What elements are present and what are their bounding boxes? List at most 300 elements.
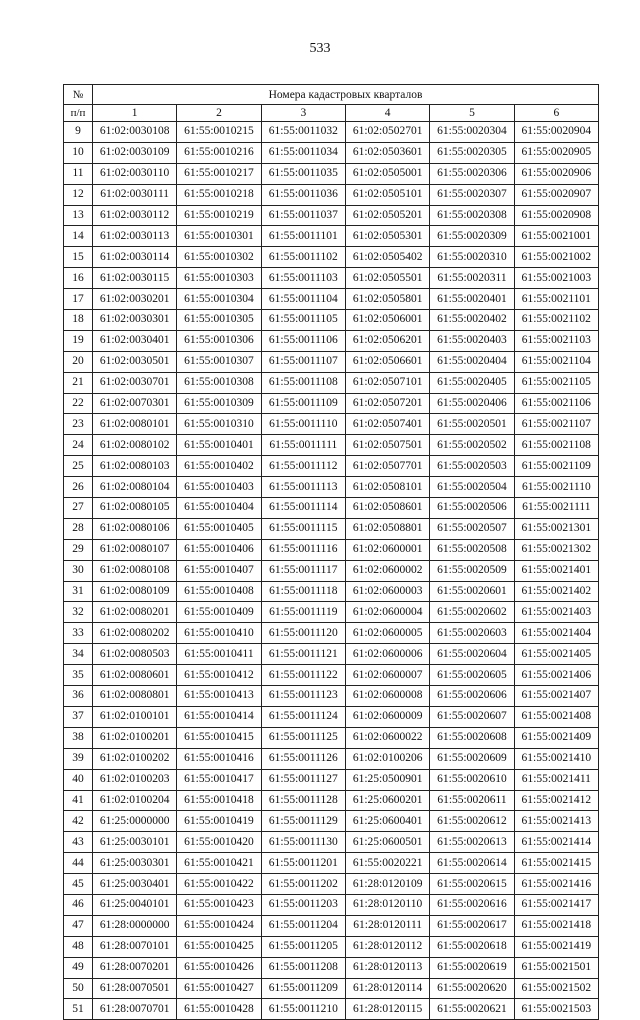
cadastral-number-cell: 61:55:0020618	[430, 936, 514, 957]
table-row	[64, 790, 599, 811]
cadastral-number-cell: 61:28:0120111	[345, 915, 429, 936]
table-row	[64, 686, 599, 707]
table-row	[64, 268, 599, 289]
cadastral-number-cell: 61:55:0020506	[430, 498, 514, 519]
cadastral-number-cell: 61:28:0120114	[345, 978, 429, 999]
cadastral-number-cell: 61:55:0010217	[177, 163, 261, 184]
cadastral-number-cell: 61:55:0021001	[514, 226, 598, 247]
row-number: 40	[64, 769, 93, 790]
cadastral-number-cell: 61:55:0010303	[177, 268, 261, 289]
cadastral-number-cell: 61:55:0010428	[177, 999, 261, 1020]
table-row	[64, 999, 599, 1020]
table-row	[64, 811, 599, 832]
table-row	[64, 853, 599, 874]
cadastral-number-cell: 61:28:0120113	[345, 957, 429, 978]
cadastral-number-cell: 61:55:0020605	[430, 665, 514, 686]
cadastral-number-cell: 61:55:0020607	[430, 706, 514, 727]
cadastral-number-cell: 61:02:0100203	[93, 769, 177, 790]
cadastral-number-cell: 61:02:0080601	[93, 665, 177, 686]
table-row	[64, 456, 599, 477]
cadastral-number-cell: 61:55:0011101	[261, 226, 345, 247]
cadastral-number-cell: 61:55:0020310	[430, 247, 514, 268]
cadastral-number-cell: 61:55:0010408	[177, 581, 261, 602]
cadastral-number-cell: 61:28:0070701	[93, 999, 177, 1020]
cadastral-number-cell: 61:25:0030101	[93, 832, 177, 853]
cadastral-number-cell: 61:55:0011106	[261, 330, 345, 351]
table-row	[64, 226, 599, 247]
cadastral-number-cell: 61:02:0080105	[93, 498, 177, 519]
cadastral-number-cell: 61:55:0020306	[430, 163, 514, 184]
cadastral-number-cell: 61:55:0010419	[177, 811, 261, 832]
cadastral-number-cell: 61:55:0010414	[177, 706, 261, 727]
cadastral-number-cell: 61:55:0020603	[430, 623, 514, 644]
cadastral-number-cell: 61:02:0080104	[93, 477, 177, 498]
row-number: 9	[64, 122, 93, 143]
row-number: 43	[64, 832, 93, 853]
cadastral-number-cell: 61:55:0021104	[514, 351, 598, 372]
cadastral-number-cell: 61:55:0011120	[261, 623, 345, 644]
cadastral-number-cell: 61:55:0020507	[430, 518, 514, 539]
cadastral-number-cell: 61:02:0030701	[93, 372, 177, 393]
cadastral-number-cell: 61:55:0020616	[430, 894, 514, 915]
cadastral-number-cell: 61:02:0030109	[93, 142, 177, 163]
cadastral-number-cell: 61:55:0020501	[430, 414, 514, 435]
cadastral-number-cell: 61:55:0021403	[514, 602, 598, 623]
cadastral-number-cell: 61:55:0010415	[177, 727, 261, 748]
cadastral-number-cell: 61:55:0011115	[261, 518, 345, 539]
cadastral-number-cell: 61:02:0100101	[93, 706, 177, 727]
cadastral-number-cell: 61:02:0503601	[345, 142, 429, 163]
cadastral-number-cell: 61:55:0010306	[177, 330, 261, 351]
cadastral-number-cell: 61:02:0030113	[93, 226, 177, 247]
table-row	[64, 289, 599, 310]
cadastral-number-cell: 61:55:0011035	[261, 163, 345, 184]
cadastral-number-cell: 61:55:0011128	[261, 790, 345, 811]
cadastral-number-cell: 61:55:0011032	[261, 122, 345, 143]
table-body	[64, 122, 599, 1020]
cadastral-number-cell: 61:02:0080106	[93, 518, 177, 539]
cadastral-number-cell: 61:55:0020504	[430, 477, 514, 498]
column-header-2: 2	[177, 105, 261, 122]
cadastral-number-cell: 61:55:0021503	[514, 999, 598, 1020]
cadastral-number-cell: 61:02:0600009	[345, 706, 429, 727]
cadastral-number-cell: 61:55:0021411	[514, 769, 598, 790]
cadastral-number-cell: 61:55:0010420	[177, 832, 261, 853]
cadastral-number-cell: 61:55:0020611	[430, 790, 514, 811]
cadastral-number-cell: 61:55:0011114	[261, 498, 345, 519]
row-number: 41	[64, 790, 93, 811]
table-row	[64, 832, 599, 853]
cadastral-number-cell: 61:55:0021404	[514, 623, 598, 644]
header-num-top: №	[64, 85, 93, 105]
row-number: 38	[64, 727, 93, 748]
cadastral-number-cell: 61:55:0020601	[430, 581, 514, 602]
cadastral-number-cell: 61:02:0100204	[93, 790, 177, 811]
cadastral-number-cell: 61:55:0010304	[177, 289, 261, 310]
cadastral-number-cell: 61:55:0021406	[514, 665, 598, 686]
cadastral-number-cell: 61:02:0505001	[345, 163, 429, 184]
table-row	[64, 142, 599, 163]
cadastral-number-cell: 61:25:0600201	[345, 790, 429, 811]
table-row	[64, 560, 599, 581]
row-number: 20	[64, 351, 93, 372]
table-row	[64, 936, 599, 957]
cadastral-number-cell: 61:25:0000000	[93, 811, 177, 832]
cadastral-number-cell: 61:55:0021110	[514, 477, 598, 498]
row-number: 27	[64, 498, 93, 519]
cadastral-number-cell: 61:55:0011110	[261, 414, 345, 435]
table-row	[64, 748, 599, 769]
table-row	[64, 581, 599, 602]
cadastral-number-cell: 61:55:0021302	[514, 539, 598, 560]
cadastral-number-cell: 61:55:0020612	[430, 811, 514, 832]
cadastral-number-cell: 61:02:0080503	[93, 644, 177, 665]
cadastral-number-cell: 61:55:0020311	[430, 268, 514, 289]
row-number: 45	[64, 874, 93, 895]
cadastral-number-cell: 61:55:0020307	[430, 184, 514, 205]
table-row	[64, 310, 599, 331]
table-row	[64, 727, 599, 748]
cadastral-number-cell: 61:55:0011127	[261, 769, 345, 790]
table-row	[64, 769, 599, 790]
row-number: 37	[64, 706, 93, 727]
cadastral-number-cell: 61:02:0080201	[93, 602, 177, 623]
cadastral-number-cell: 61:02:0070301	[93, 393, 177, 414]
row-number: 15	[64, 247, 93, 268]
cadastral-number-cell: 61:55:0011111	[261, 435, 345, 456]
cadastral-number-cell: 61:28:0120115	[345, 999, 429, 1020]
cadastral-number-cell: 61:02:0505402	[345, 247, 429, 268]
header-row-top	[64, 85, 599, 105]
cadastral-number-cell: 61:55:0020308	[430, 205, 514, 226]
cadastral-number-cell: 61:55:0011130	[261, 832, 345, 853]
cadastral-number-cell: 61:55:0020610	[430, 769, 514, 790]
cadastral-number-cell: 61:55:0010309	[177, 393, 261, 414]
table-row	[64, 518, 599, 539]
cadastral-number-cell: 61:55:0011204	[261, 915, 345, 936]
cadastral-number-cell: 61:55:0010305	[177, 310, 261, 331]
cadastral-number-cell: 61:02:0507101	[345, 372, 429, 393]
row-number: 44	[64, 853, 93, 874]
row-number: 39	[64, 748, 93, 769]
cadastral-number-cell: 61:55:0010302	[177, 247, 261, 268]
cadastral-number-cell: 61:55:0011129	[261, 811, 345, 832]
cadastral-number-cell: 61:02:0507201	[345, 393, 429, 414]
row-number: 49	[64, 957, 93, 978]
cadastral-number-cell: 61:55:0020404	[430, 351, 514, 372]
cadastral-number-cell: 61:55:0021416	[514, 874, 598, 895]
row-number: 48	[64, 936, 93, 957]
cadastral-number-cell: 61:55:0011109	[261, 393, 345, 414]
cadastral-number-cell: 61:55:0011121	[261, 644, 345, 665]
cadastral-number-cell: 61:02:0502701	[345, 122, 429, 143]
cadastral-number-cell: 61:02:0080202	[93, 623, 177, 644]
cadastral-number-cell: 61:55:0020604	[430, 644, 514, 665]
cadastral-number-cell: 61:55:0020904	[514, 122, 598, 143]
cadastral-number-cell: 61:55:0010216	[177, 142, 261, 163]
table-row	[64, 122, 599, 143]
cadastral-number-cell: 61:55:0010422	[177, 874, 261, 895]
row-number: 17	[64, 289, 93, 310]
cadastral-number-cell: 61:55:0010218	[177, 184, 261, 205]
cadastral-number-cell: 61:55:0011126	[261, 748, 345, 769]
cadastral-number-cell: 61:28:0120109	[345, 874, 429, 895]
table-row	[64, 915, 599, 936]
cadastral-number-cell: 61:55:0021408	[514, 706, 598, 727]
cadastral-number-cell: 61:55:0020906	[514, 163, 598, 184]
cadastral-number-cell: 61:55:0020602	[430, 602, 514, 623]
cadastral-number-cell: 61:55:0021402	[514, 581, 598, 602]
cadastral-number-cell: 61:55:0020305	[430, 142, 514, 163]
cadastral-number-cell: 61:28:0070501	[93, 978, 177, 999]
header-group-title: Номера кадастровых кварталов	[93, 85, 599, 105]
cadastral-number-cell: 61:55:0011103	[261, 268, 345, 289]
cadastral-number-cell: 61:02:0080103	[93, 456, 177, 477]
cadastral-number-cell: 61:55:0010411	[177, 644, 261, 665]
cadastral-number-cell: 61:55:0021412	[514, 790, 598, 811]
table-row	[64, 706, 599, 727]
cadastral-number-cell: 61:55:0020609	[430, 748, 514, 769]
cadastral-number-cell: 61:55:0020617	[430, 915, 514, 936]
cadastral-number-cell: 61:55:0011124	[261, 706, 345, 727]
cadastral-number-cell: 61:55:0010409	[177, 602, 261, 623]
cadastral-number-cell: 61:02:0600003	[345, 581, 429, 602]
table-row	[64, 978, 599, 999]
row-number: 22	[64, 393, 93, 414]
cadastral-number-cell: 61:55:0020620	[430, 978, 514, 999]
row-number: 42	[64, 811, 93, 832]
table-row	[64, 539, 599, 560]
column-header-1: 1	[93, 105, 177, 122]
cadastral-number-cell: 61:55:0010416	[177, 748, 261, 769]
cadastral-number-cell: 61:55:0021405	[514, 644, 598, 665]
table-row	[64, 393, 599, 414]
cadastral-number-cell: 61:25:0600501	[345, 832, 429, 853]
table-row	[64, 372, 599, 393]
cadastral-number-cell: 61:55:0021102	[514, 310, 598, 331]
table-row	[64, 644, 599, 665]
cadastral-number-cell: 61:55:0021418	[514, 915, 598, 936]
cadastral-number-cell: 61:55:0011112	[261, 456, 345, 477]
cadastral-number-cell: 61:55:0021417	[514, 894, 598, 915]
cadastral-number-cell: 61:25:0030301	[93, 853, 177, 874]
cadastral-number-cell: 61:02:0600002	[345, 560, 429, 581]
cadastral-number-cell: 61:55:0020402	[430, 310, 514, 331]
cadastral-number-cell: 61:02:0100201	[93, 727, 177, 748]
cadastral-number-cell: 61:02:0600004	[345, 602, 429, 623]
cadastral-number-cell: 61:55:0020615	[430, 874, 514, 895]
cadastral-number-cell: 61:02:0507701	[345, 456, 429, 477]
cadastral-number-cell: 61:55:0010424	[177, 915, 261, 936]
cadastral-number-cell: 61:55:0021108	[514, 435, 598, 456]
cadastral-number-cell: 61:55:0010427	[177, 978, 261, 999]
cadastral-number-cell: 61:02:0600005	[345, 623, 429, 644]
page-number: 533	[309, 41, 331, 56]
table-row	[64, 665, 599, 686]
cadastral-number-cell: 61:02:0506601	[345, 351, 429, 372]
cadastral-number-cell: 61:55:0021105	[514, 372, 598, 393]
cadastral-number-cell: 61:55:0020608	[430, 727, 514, 748]
row-number: 34	[64, 644, 93, 665]
cadastral-number-cell: 61:55:0021301	[514, 518, 598, 539]
cadastral-number-cell: 61:55:0020405	[430, 372, 514, 393]
cadastral-number-cell: 61:55:0021101	[514, 289, 598, 310]
cadastral-number-cell: 61:55:0021003	[514, 268, 598, 289]
cadastral-number-cell: 61:25:0030401	[93, 874, 177, 895]
cadastral-number-cell: 61:02:0508801	[345, 518, 429, 539]
cadastral-number-cell: 61:02:0505301	[345, 226, 429, 247]
cadastral-number-cell: 61:25:0600401	[345, 811, 429, 832]
cadastral-number-cell: 61:55:0010407	[177, 560, 261, 581]
cadastral-number-cell: 61:55:0021107	[514, 414, 598, 435]
row-number: 31	[64, 581, 93, 602]
cadastral-number-cell: 61:55:0011117	[261, 560, 345, 581]
column-header-5: 5	[430, 105, 514, 122]
cadastral-number-cell: 61:02:0080801	[93, 686, 177, 707]
row-number: 18	[64, 310, 93, 331]
table-row	[64, 623, 599, 644]
cadastral-number-cell: 61:55:0020403	[430, 330, 514, 351]
cadastral-number-cell: 61:02:0030114	[93, 247, 177, 268]
cadastral-number-cell: 61:55:0021409	[514, 727, 598, 748]
table-row	[64, 477, 599, 498]
cadastral-number-cell: 61:55:0011118	[261, 581, 345, 602]
cadastral-number-cell: 61:55:0011105	[261, 310, 345, 331]
table-row	[64, 184, 599, 205]
cadastral-number-cell: 61:02:0600001	[345, 539, 429, 560]
cadastral-number-cell: 61:55:0020401	[430, 289, 514, 310]
table-row	[64, 247, 599, 268]
cadastral-number-cell: 61:55:0011205	[261, 936, 345, 957]
cadastral-number-cell: 61:55:0011125	[261, 727, 345, 748]
cadastral-number-cell: 61:55:0010406	[177, 539, 261, 560]
cadastral-number-cell: 61:55:0011037	[261, 205, 345, 226]
cadastral-number-cell: 61:55:0020503	[430, 456, 514, 477]
cadastral-number-cell: 61:02:0505501	[345, 268, 429, 289]
cadastral-number-cell: 61:02:0508101	[345, 477, 429, 498]
cadastral-number-cell: 61:55:0020908	[514, 205, 598, 226]
cadastral-quarters-table	[63, 84, 599, 1020]
column-header-4: 4	[345, 105, 429, 122]
cadastral-number-cell: 61:55:0021410	[514, 748, 598, 769]
cadastral-number-cell: 61:55:0011108	[261, 372, 345, 393]
table-row	[64, 435, 599, 456]
row-number: 26	[64, 477, 93, 498]
cadastral-number-cell: 61:55:0010215	[177, 122, 261, 143]
cadastral-number-cell: 61:55:0011202	[261, 874, 345, 895]
cadastral-number-cell: 61:55:0020613	[430, 832, 514, 853]
cadastral-number-cell: 61:55:0010413	[177, 686, 261, 707]
table-row	[64, 205, 599, 226]
cadastral-number-cell: 61:02:0506001	[345, 310, 429, 331]
column-header-6: 6	[514, 105, 598, 122]
row-number: 46	[64, 894, 93, 915]
cadastral-number-cell: 61:55:0010421	[177, 853, 261, 874]
cadastral-number-cell: 61:02:0507501	[345, 435, 429, 456]
table-row	[64, 874, 599, 895]
row-number: 16	[64, 268, 93, 289]
cadastral-number-cell: 61:55:0011122	[261, 665, 345, 686]
cadastral-number-cell: 61:55:0020905	[514, 142, 598, 163]
cadastral-number-cell: 61:55:0010423	[177, 894, 261, 915]
table-header	[64, 85, 599, 122]
cadastral-number-cell: 61:55:0020907	[514, 184, 598, 205]
cadastral-number-cell: 61:55:0021109	[514, 456, 598, 477]
cadastral-number-cell: 61:02:0030108	[93, 122, 177, 143]
cadastral-number-cell: 61:55:0010401	[177, 435, 261, 456]
cadastral-number-cell: 61:28:0120110	[345, 894, 429, 915]
cadastral-number-cell: 61:28:0120112	[345, 936, 429, 957]
row-number: 14	[64, 226, 93, 247]
cadastral-number-cell: 61:02:0505101	[345, 184, 429, 205]
cadastral-number-cell: 61:55:0021407	[514, 686, 598, 707]
cadastral-number-cell: 61:28:0070201	[93, 957, 177, 978]
cadastral-number-cell: 61:55:0011123	[261, 686, 345, 707]
cadastral-number-cell: 61:55:0011116	[261, 539, 345, 560]
row-number: 50	[64, 978, 93, 999]
cadastral-number-cell: 61:02:0080102	[93, 435, 177, 456]
cadastral-number-cell: 61:55:0011036	[261, 184, 345, 205]
cadastral-number-cell: 61:55:0021419	[514, 936, 598, 957]
table-row	[64, 602, 599, 623]
cadastral-number-cell: 61:55:0011104	[261, 289, 345, 310]
cadastral-number-cell: 61:55:0021413	[514, 811, 598, 832]
cadastral-number-cell: 61:02:0030201	[93, 289, 177, 310]
cadastral-number-cell: 61:55:0011208	[261, 957, 345, 978]
cadastral-number-cell: 61:55:0010404	[177, 498, 261, 519]
cadastral-number-cell: 61:02:0100206	[345, 748, 429, 769]
cadastral-number-cell: 61:55:0020614	[430, 853, 514, 874]
cadastral-number-cell: 61:55:0020309	[430, 226, 514, 247]
header-num-sub: п/п	[64, 105, 93, 122]
row-number: 51	[64, 999, 93, 1020]
row-number: 29	[64, 539, 93, 560]
cadastral-number-cell: 61:55:0020304	[430, 122, 514, 143]
cadastral-number-cell: 61:28:0070101	[93, 936, 177, 957]
cadastral-number-cell: 61:55:0010219	[177, 205, 261, 226]
table-row	[64, 163, 599, 184]
cadastral-number-cell: 61:02:0600022	[345, 727, 429, 748]
header-row-columns	[64, 105, 599, 122]
cadastral-number-cell: 61:02:0030501	[93, 351, 177, 372]
row-number: 32	[64, 602, 93, 623]
cadastral-number-cell: 61:02:0080108	[93, 560, 177, 581]
table-row	[64, 957, 599, 978]
cadastral-number-cell: 61:55:0011113	[261, 477, 345, 498]
row-number: 19	[64, 330, 93, 351]
row-number: 33	[64, 623, 93, 644]
row-number: 36	[64, 686, 93, 707]
cadastral-number-cell: 61:55:0010418	[177, 790, 261, 811]
cadastral-number-cell: 61:55:0010403	[177, 477, 261, 498]
cadastral-number-cell: 61:55:0011209	[261, 978, 345, 999]
cadastral-number-cell: 61:02:0508601	[345, 498, 429, 519]
cadastral-number-cell: 61:02:0030115	[93, 268, 177, 289]
table-row	[64, 498, 599, 519]
cadastral-number-cell: 61:55:0020621	[430, 999, 514, 1020]
cadastral-number-cell: 61:55:0021414	[514, 832, 598, 853]
table-row	[64, 330, 599, 351]
table-row	[64, 894, 599, 915]
cadastral-number-cell: 61:55:0010402	[177, 456, 261, 477]
row-number: 23	[64, 414, 93, 435]
cadastral-number-cell: 61:55:0020619	[430, 957, 514, 978]
row-number: 10	[64, 142, 93, 163]
cadastral-number-cell: 61:55:0021415	[514, 853, 598, 874]
cadastral-number-cell: 61:55:0021111	[514, 498, 598, 519]
cadastral-number-cell: 61:02:0505201	[345, 205, 429, 226]
cadastral-number-cell: 61:25:0500901	[345, 769, 429, 790]
